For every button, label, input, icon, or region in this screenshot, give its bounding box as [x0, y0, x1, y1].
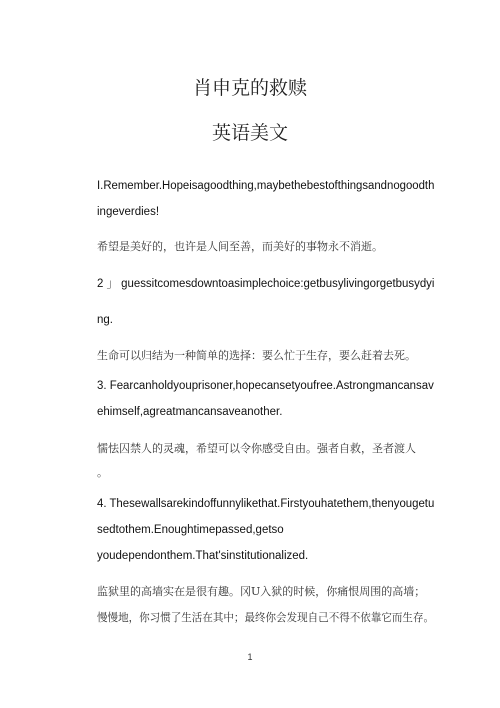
page-subtitle: 英语美文 — [211, 122, 288, 144]
quote-1-english-line-1: I.Remember.Hopeisagoodthing,maybethebestofthingsandnogoodth — [97, 180, 435, 192]
quote-3-english-line-2: ehimself,agreatmancansaveanother. — [97, 406, 283, 418]
quote-2-chinese: 生命可以归结为一种简单的选择：要么忙于生存，要么赶着去死。 — [97, 349, 416, 362]
quote-1-chinese: 希望是美好的，也许是人间至善，而美好的事物永不消逝。 — [97, 240, 383, 253]
quote-1-english-line-2: ingeverdies! — [97, 206, 160, 218]
quote-4-english-line-2: sedtothem.Enoughtimepassed,getso — [97, 524, 284, 536]
quote-3-english-line-1: 3. Fearcanholdyouprisoner,hopecansetyoufree.Astrongmancansav — [97, 380, 434, 392]
page-title: 肖申克的救赎 — [192, 77, 307, 99]
quote-3-chinese-line-2: 。 — [97, 466, 108, 479]
quote-3-chinese-line-1: 懦怯囚禁人的灵魂，希望可以令你感受自由。强者自救，圣者渡人 — [97, 442, 416, 455]
quote-2-english-line-2: ng. — [97, 314, 113, 326]
quote-4-english-line-3: youdependonthem.That'sinstitutionalized. — [97, 550, 309, 562]
quote-4-english-line-1: 4. Thesewallsarekindoffunnylikethat.Firstyouhatethem,thenyougetu — [97, 498, 435, 510]
quote-4-chinese-line-1: 监狱里的高墙实在是很有趣。冈U入狱的时候，你痛恨周围的高墙； — [97, 585, 426, 598]
quote-4-chinese-line-2: 慢慢地，你习惯了生活在其中；最终你会发现自己不得不依靠它而生存。 — [97, 611, 435, 624]
page-number: 1 — [247, 652, 253, 662]
quote-2-english-line-1: 2 」 guessitcomesdowntoasimplechoice:getbusylivingorgetbusydyi — [97, 278, 435, 290]
